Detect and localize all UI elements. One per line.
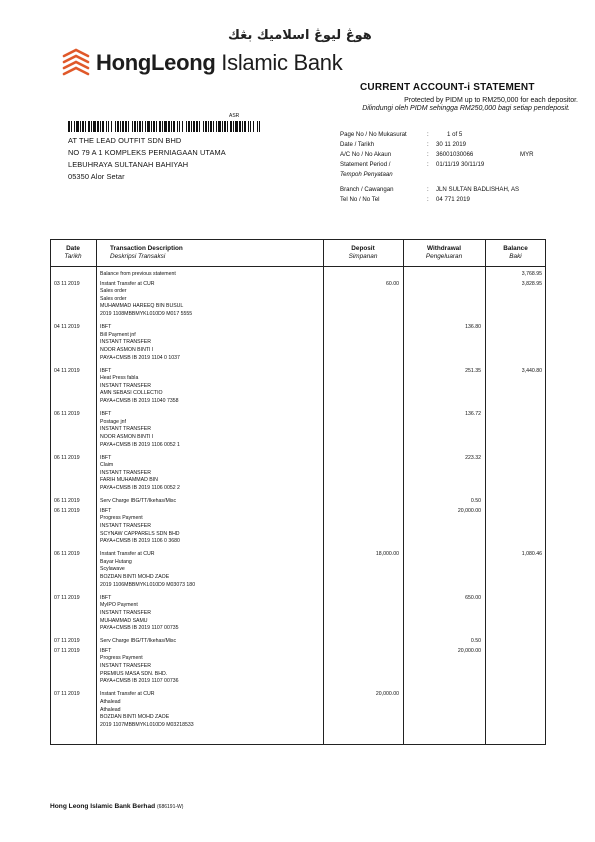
barcode-bar [186, 121, 187, 132]
barcode-bar [182, 121, 183, 132]
customer-name: AT THE LEAD OUTFIT SDN BHD [68, 136, 182, 145]
info-colon: : [427, 141, 429, 148]
column-divider [403, 239, 404, 745]
row-description-line: IBFT [100, 324, 112, 331]
row-withdrawal: 20,000.00 [457, 647, 481, 654]
date-label: Date / Tarikh [340, 141, 375, 148]
row-description-line: PAYA+CMSB IB 2019 1107 00736 [100, 678, 179, 685]
barcode-bar [91, 121, 92, 132]
barcode-bar [115, 121, 116, 132]
barcode-bar [153, 121, 155, 132]
row-date: 06 11 2019 [54, 498, 80, 505]
row-description-line: 2019 1106MBBMYKL010D9 M03073 180 [100, 581, 196, 588]
info-colon: : [427, 196, 429, 203]
barcode-bar [196, 121, 198, 132]
barcode-bar [102, 121, 104, 132]
row-date: 04 11 2019 [54, 324, 80, 331]
barcode-bar [120, 121, 121, 132]
bank-name-rest: Islamic Bank [215, 50, 343, 75]
row-description-line: 2019 1108MBBMYKL010D9 M017 5555 [100, 311, 193, 317]
tel-label: Tel No / No Tel [340, 196, 380, 203]
row-description-line: Athalead [100, 698, 121, 705]
barcode-bar [205, 121, 207, 132]
row-description-line: MUHAMMAD SAMU [100, 617, 148, 624]
row-description-line: Athalead [100, 706, 121, 713]
row-description-line: MyIPO Payment [100, 602, 138, 609]
currency: MYR [520, 151, 534, 158]
date-value: 30 11 2019 [436, 141, 467, 148]
row-description-line: Instant Transfer at CUR [100, 551, 155, 558]
barcode-bar [222, 121, 223, 132]
barcode-bar [227, 121, 228, 132]
barcode-bar [93, 121, 96, 132]
row-deposit: 20,000.00 [375, 691, 399, 698]
row-description-line: Claim [100, 462, 114, 469]
header-description-bm: Deskripsi Transaksi [110, 253, 166, 260]
row-description-line: Serv Charge IBG/TT/Ikehas/Misc [100, 638, 177, 645]
row-description-line: PAYA+CMSB IB 2019 1106 0052 2 [100, 485, 180, 491]
row-date: 07 11 2019 [54, 691, 80, 698]
row-balance: 3,768.95 [521, 271, 542, 277]
barcode-bar [134, 121, 136, 132]
row-description-line: Sales order [100, 288, 127, 295]
barcode-bar [179, 121, 180, 132]
barcode-bar [171, 121, 172, 132]
barcode-bar [122, 121, 124, 132]
barcode-bar [257, 121, 258, 132]
barcode-bar [162, 121, 163, 132]
row-withdrawal: 223.32 [465, 454, 481, 461]
period-label: Statement Period / [340, 161, 391, 168]
tel-value: 04 771 2019 [436, 196, 470, 203]
row-description-line: Progress Payment [100, 655, 143, 662]
barcode-bar [82, 121, 84, 132]
barcode-bar [244, 121, 246, 132]
barcode-bar [151, 121, 152, 132]
table-header-divider [50, 266, 546, 267]
row-description-line: PAYA+CMSB IB 2019 1104 0 1037 [100, 354, 180, 361]
row-deposit: 60.00 [386, 280, 399, 287]
info-colon: : [427, 186, 429, 193]
barcode-bar [147, 121, 150, 132]
row-description-line: PAYA+CMSB IB 2019 1106 0052 1 [100, 441, 180, 448]
row-date: 06 11 2019 [54, 551, 80, 558]
barcode-bar [97, 121, 99, 132]
row-description-line: PREMIUS MASA SDN. BHD. [100, 670, 168, 677]
barcode-bar [71, 121, 72, 132]
row-withdrawal: 0.50 [470, 498, 481, 505]
row-description-line: IBFT [100, 367, 112, 374]
row-description-line: MUHAMMAD HAREEQ BIN BUSUL [100, 303, 184, 310]
barcode-bar [156, 121, 157, 132]
barcode-bar [164, 121, 167, 132]
barcode-bar [203, 121, 204, 132]
row-description-line: Progress Payment [100, 515, 143, 522]
barcode-bar [132, 121, 133, 132]
barcode-bar [117, 121, 119, 132]
row-description-line: Heat Press fabla [100, 375, 139, 382]
row-description-line: Postage jnf [100, 418, 126, 425]
row-description-line: IBFT [100, 594, 112, 601]
barcode-bar [191, 121, 192, 132]
barcode-bar [106, 121, 107, 132]
row-withdrawal: 0.50 [470, 638, 481, 645]
row-description-line: BOZDAN BINTI MOHD ZAOE [100, 714, 170, 721]
row-description-line: IBFT [100, 454, 112, 461]
header-deposit: Deposit [351, 245, 375, 252]
row-balance: 3,828.95 [521, 280, 542, 287]
barcode [68, 121, 260, 132]
header-description: Transaction Description [110, 245, 183, 252]
barcode-bar [85, 121, 86, 132]
row-balance: 3,440.80 [521, 367, 542, 374]
period-value: 01/11/19 30/11/19 [436, 161, 485, 168]
barcode-bar [80, 121, 81, 132]
barcode-bar [235, 121, 238, 132]
footer-name: Hong Leong Islamic Bank Berhad [50, 803, 156, 810]
barcode-bar [213, 121, 214, 132]
row-description-line: INSTANT TRANSFER [100, 426, 152, 433]
pidm-notice-bm: Dilindungi oleh PIDM sehingga RM250,000 bagi setiap pendeposit. [362, 105, 570, 112]
row-description-line: NOOR ASMON BINTI I [100, 346, 154, 353]
barcode-bar [128, 121, 129, 132]
row-description-line: Scylawave [100, 566, 125, 573]
barcode-bar [199, 121, 200, 132]
bank-logo-icon [62, 48, 90, 76]
row-withdrawal: 136.80 [465, 324, 481, 331]
row-description-line: Bill Payment jnf [100, 331, 136, 338]
pidm-notice-en: Protected by PIDM up to RM250,000 for each depositor. [404, 97, 578, 104]
row-description-line: Balance from previous statement [100, 271, 176, 277]
row-description-line: BOZDAN BINTI MOHD ZAOE [100, 574, 170, 580]
row-description-line: AMN SEBASI COLLECTIO [100, 390, 163, 397]
header-withdrawal: Withdrawal [426, 245, 462, 252]
address-line: LEBUHRAYA SULTANAH BAHIYAH [68, 160, 189, 169]
header-deposit-bm: Simpanan [348, 253, 378, 260]
page-label: Page No / No Mukasurat [340, 131, 407, 138]
row-deposit: 18,000.00 [375, 551, 399, 558]
row-description-line: INSTANT TRANSFER [100, 663, 152, 669]
barcode-bar [76, 121, 79, 132]
row-description-line: PAYA+CMSB IB 2019 1107 00735 [100, 625, 179, 632]
barcode-bar [100, 121, 101, 132]
barcode-bar [173, 121, 175, 132]
statement-code: ASR [229, 113, 240, 119]
address-line: 05350 Alor Setar [68, 172, 125, 181]
row-description-line: Sales order [100, 295, 127, 302]
statement-title: CURRENT ACCOUNT-i STATEMENT [360, 82, 535, 93]
barcode-bar [68, 121, 70, 132]
row-description-line: IBFT [100, 507, 112, 514]
row-date: 07 11 2019 [54, 594, 80, 601]
branch-value: JLN SULTAN BADLISHAH, AS [436, 186, 520, 193]
header-balance-bm: Baki [509, 253, 522, 260]
row-description-line: INSTANT TRANSFER [100, 522, 152, 529]
barcode-bar [145, 121, 146, 132]
row-withdrawal: 20,000.00 [457, 507, 481, 514]
period-label-bm: Tempoh Penyataan [340, 171, 393, 178]
header-balance: Balance [503, 245, 528, 252]
barcode-bar [125, 121, 127, 132]
row-description-line: Serv Charge IBG/TT/Ikehas/Misc [100, 498, 177, 505]
footer-reg: (686191-W) [157, 804, 184, 810]
row-description-line: Bayar Hutang [100, 558, 132, 565]
bank-name-bold: HongLeong [96, 50, 216, 75]
barcode-bar [139, 121, 141, 132]
barcode-bar [248, 121, 249, 132]
column-divider [96, 239, 97, 745]
info-colon: : [427, 131, 429, 138]
barcode-bar [74, 121, 75, 132]
row-description-line: 2019 1107MBBMYKL010D9 M03218533 [100, 721, 194, 728]
row-description-line: IBFT [100, 411, 112, 418]
row-description-line: Instant Transfer at CUR [100, 280, 155, 287]
row-description-line: Instant Transfer at CUR [100, 691, 155, 698]
column-divider [323, 239, 324, 745]
row-description-line: PAYA+CMSB IB 2019 1106 0 3680 [100, 538, 180, 545]
footer-bank-name [50, 803, 183, 810]
row-description-line: INSTANT TRANSFER [100, 469, 152, 476]
barcode-bar [108, 121, 109, 132]
row-date: 07 11 2019 [54, 647, 80, 654]
barcode-bar [230, 121, 232, 132]
barcode-bar [259, 121, 260, 132]
row-balance: 1,080.46 [521, 551, 542, 558]
row-withdrawal: 136.72 [465, 411, 481, 418]
info-colon: : [427, 151, 429, 158]
barcode-bar [193, 121, 195, 132]
account-label: A/C No / No Akaun [340, 151, 392, 158]
row-date: 06 11 2019 [54, 454, 80, 461]
barcode-bar [218, 121, 221, 132]
barcode-bar [208, 121, 209, 132]
barcode-bar [142, 121, 143, 132]
row-description-line: FARIH MUHAMMAD BIN [100, 477, 158, 484]
row-description-line: INSTANT TRANSFER [100, 339, 152, 346]
bank-name [96, 50, 342, 76]
row-withdrawal: 251.35 [465, 367, 481, 374]
barcode-bar [216, 121, 217, 132]
row-description-line: INSTANT TRANSFER [100, 382, 152, 389]
row-date: 03 11 2019 [54, 280, 80, 287]
barcode-bar [159, 121, 161, 132]
barcode-bar [177, 121, 178, 132]
info-colon: : [427, 161, 429, 168]
page-value: 1 of 5 [447, 131, 463, 138]
account-number: 36001030066 [436, 151, 474, 158]
barcode-bar [88, 121, 90, 132]
barcode-bar [224, 121, 226, 132]
row-description-line: INSTANT TRANSFER [100, 609, 152, 616]
row-date: 04 11 2019 [54, 367, 80, 374]
barcode-bar [233, 121, 234, 132]
row-description-line: IBFT [100, 647, 112, 654]
row-description-line: SCYNAW CAPPARELS SDN BHD [100, 530, 180, 537]
row-date: 07 11 2019 [54, 638, 80, 645]
row-description-line: PAYA+CMSB IB 2019 11040 7358 [100, 398, 179, 404]
barcode-bar [253, 121, 254, 132]
bank-name-arabic: هوڠ ليوڠ اسلاميك بڠك [228, 28, 372, 43]
barcode-bar [242, 121, 243, 132]
barcode-bar [210, 121, 212, 132]
header-date-bm: Tarikh [64, 253, 82, 260]
row-date: 06 11 2019 [54, 411, 80, 418]
barcode-bar [188, 121, 190, 132]
column-divider [485, 239, 486, 745]
barcode-bar [168, 121, 170, 132]
row-withdrawal: 650.00 [465, 594, 481, 601]
header-withdrawal-bm: Pengeluaran [425, 253, 463, 260]
header-date: Date [66, 245, 80, 252]
barcode-bar [239, 121, 241, 132]
barcode-bar [250, 121, 251, 132]
barcode-bar [111, 121, 112, 132]
address-line: NO 79 A 1 KOMPLEKS PERNIAGAAN UTAMA [68, 148, 226, 157]
row-description-line: NOOR ASMON BINTI I [100, 433, 154, 440]
row-date: 06 11 2019 [54, 507, 80, 514]
branch-label: Branch / Cawangan [340, 186, 394, 193]
barcode-bar [137, 121, 138, 132]
